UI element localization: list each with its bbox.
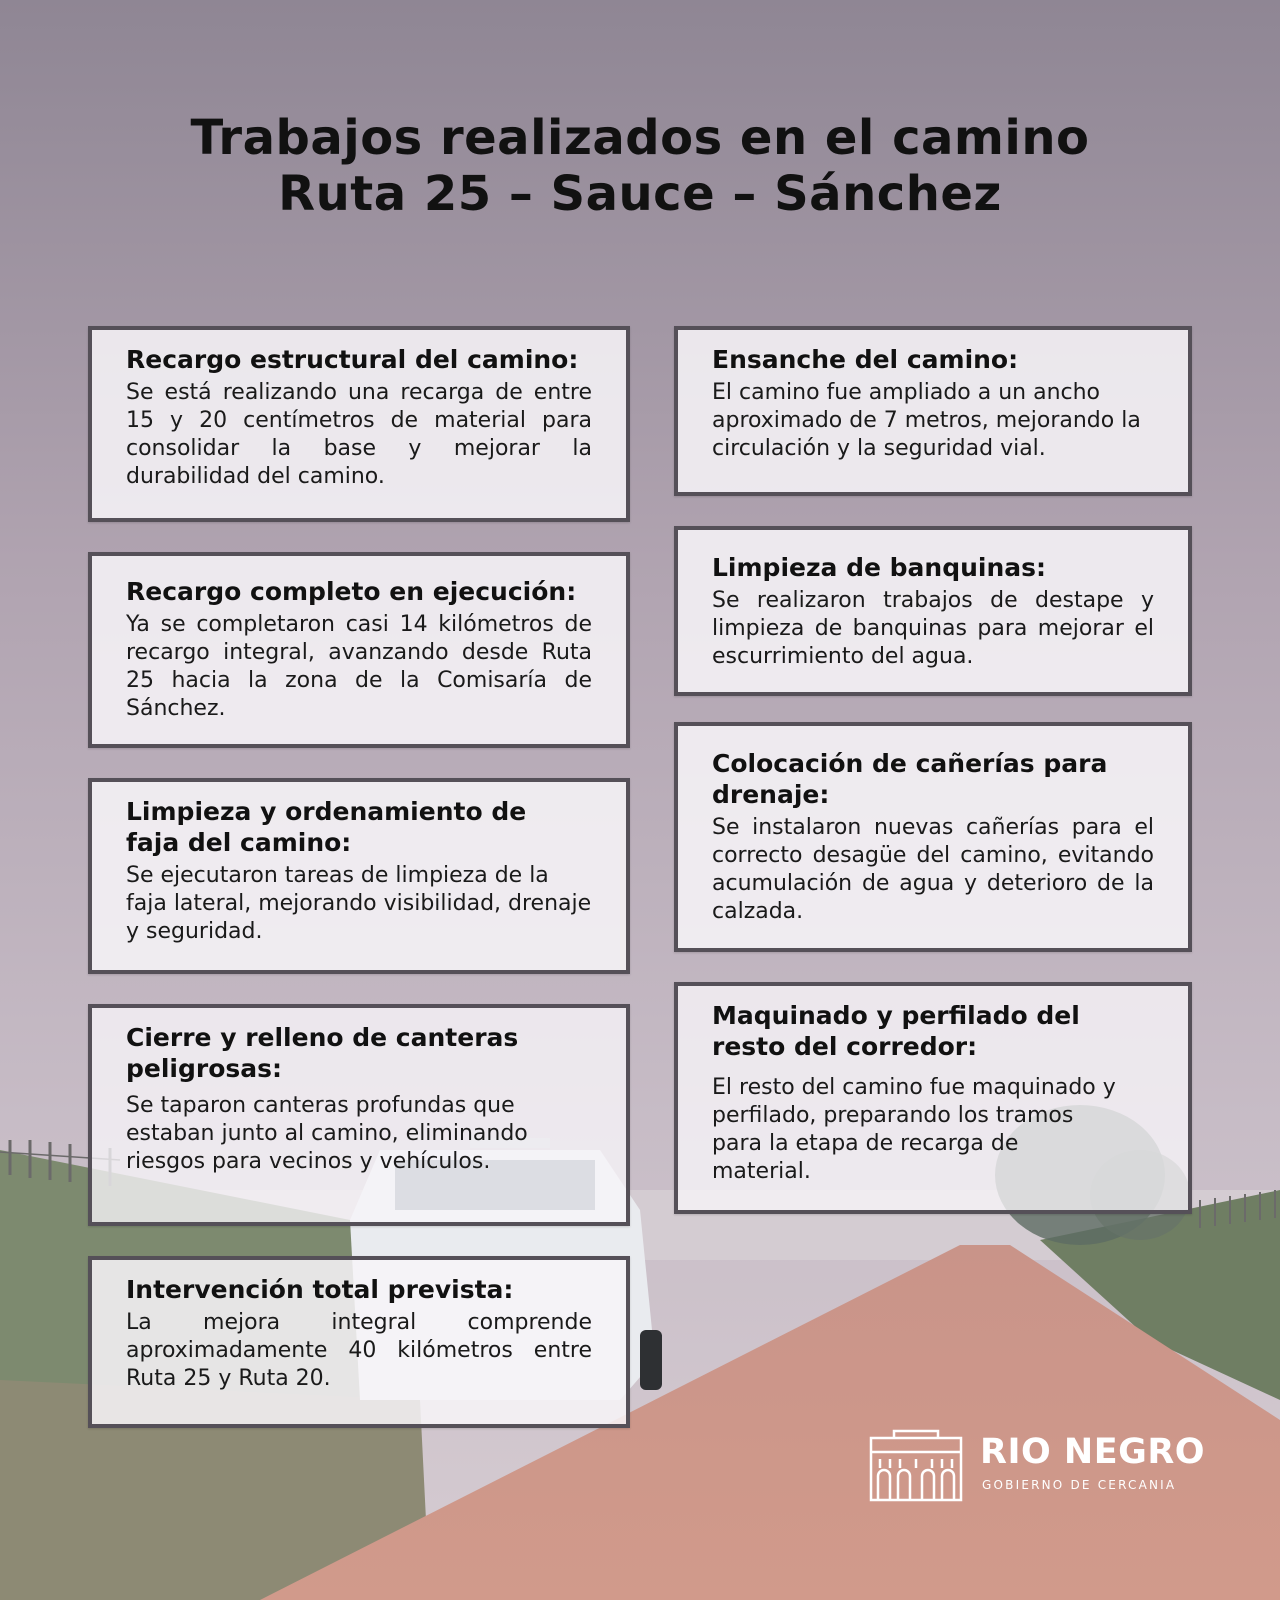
title-line-1: Trabajos realizados en el camino <box>190 110 1090 166</box>
card-body: La mejora integral comprende aproximadamente 40 kilómetros entre Ruta 25 y Ruta 20. <box>126 1310 592 1391</box>
card-heading: Colocación de cañerías para drenaje: <box>712 749 1108 809</box>
card-recargo-estructural <box>88 326 630 522</box>
card-heading: Cierre y relleno de canteras peligrosas: <box>126 1023 519 1083</box>
card-heading: Recargo estructural del camino: <box>126 345 579 374</box>
logo-tagline: GOBIERNO DE CERCANIA <box>982 1478 1177 1492</box>
card-cierre-canteras <box>88 1004 630 1226</box>
logo-wordmark: RIO NEGRO <box>980 1432 1206 1472</box>
card-body: Se ejecutaron tareas de limpieza de la faja lateral, mejorando visibilidad, drenaje y seguridad. <box>126 863 592 944</box>
card-limpieza-banquinas <box>674 526 1192 696</box>
card-heading: Limpieza de banquinas: <box>712 553 1047 582</box>
card-heading: Intervención total prevista: <box>126 1275 514 1304</box>
card-ensanche <box>674 326 1192 496</box>
card-recargo-completo <box>88 552 630 748</box>
card-heading: Recargo completo en ejecución: <box>126 577 577 606</box>
rio-negro-logo <box>868 1428 1206 1506</box>
page-title <box>0 110 1280 222</box>
card-body: Se instalaron nuevas cañerías para el correcto desagüe del camino, evitando acumulación de agua y deterioro de la calzada. <box>712 815 1154 924</box>
card-heading: Ensanche del camino: <box>712 345 1019 374</box>
card-heading: Maquinado y perfilado del resto del corredor: <box>712 1001 1080 1061</box>
card-heading: Limpieza y ordenamiento de faja del camino: <box>126 797 527 857</box>
card-body: Se está realizando una recarga de entre 15 y 20 centímetros de material para consolidar la base y mejorar la durabilidad del camino. <box>126 380 592 489</box>
card-body: Ya se completaron casi 14 kilómetros de recargo integral, avanzando desde Ruta 25 hacia la zona de la Comisaría de Sánchez. <box>126 612 592 721</box>
card-limpieza-faja <box>88 778 630 974</box>
card-body: El camino fue ampliado a un ancho aproximado de 7 metros, mejorando la circulación y la seguridad vial. <box>712 380 1141 461</box>
card-body: El resto del camino fue maquinado y perfilado, preparando los tramos para la etapa de recarga de material. <box>712 1075 1116 1184</box>
card-maquinado-perfilado <box>674 982 1192 1214</box>
title-line-2: Ruta 25 – Sauce – Sánchez <box>278 166 1002 222</box>
building-icon <box>868 1428 964 1504</box>
card-body: Se realizaron trabajos de destape y limpieza de banquinas para mejorar el escurrimiento del agua. <box>712 588 1154 669</box>
card-body: Se taparon canteras profundas que estaban junto al camino, eliminando riesgos para vecinos y vehículos. <box>126 1093 528 1174</box>
card-intervencion-total <box>88 1256 630 1428</box>
card-canerias-drenaje <box>674 722 1192 952</box>
